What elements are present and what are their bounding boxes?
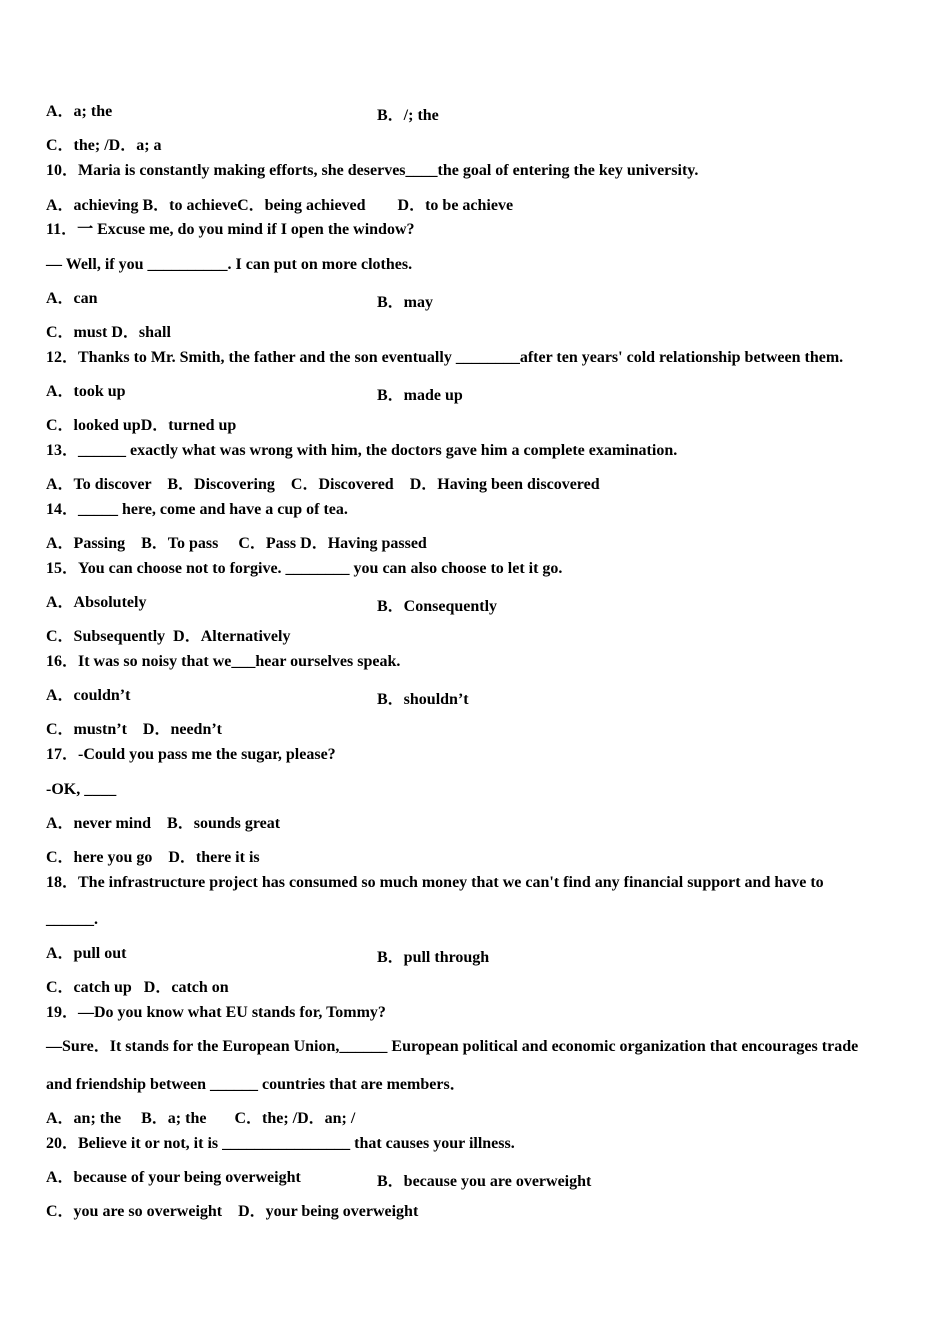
question-stem: 19．—Do you know what EU stands for, Tommy? (46, 1004, 386, 1021)
question-stem: 14．_____ here, come and have a cup of tea. (46, 501, 348, 518)
option-a: A．because of your being overweight (46, 1169, 301, 1186)
question-stem: 10．Maria is constantly making efforts, she deserves____the goal of entering the key university. (46, 162, 699, 179)
option-cd: C．catch up D．catch on (46, 979, 229, 996)
options-line: A．Passing B．To pass C．Pass D．Having passed (46, 535, 427, 552)
options-line: A．To discover B．Discovering C．Discovered D．Having been discovered (46, 476, 600, 493)
option-cd: C．must D．shall (46, 324, 171, 341)
question-dialogue: —Sure．It stands for the European Union,______ European political and economic organization that encourages trade (46, 1038, 859, 1055)
option-b: B．shouldn’t (377, 691, 469, 708)
option-b: B．/; the (377, 107, 439, 124)
options-line: A．achieving B．to achieveC．being achieved D．to be achieve (46, 197, 514, 214)
options-line: A．an; the B．a; the C．the; /D．an; / (46, 1110, 356, 1127)
option-cd: C．you are so overweight D．your being overweight (46, 1203, 419, 1220)
option-a: A．a; the (46, 103, 113, 120)
option-cd: C．the; /D．a; a (46, 137, 162, 154)
option-a: A．couldn’t (46, 687, 131, 704)
option-b: B．Consequently (377, 598, 498, 615)
question-stem: 17．-Could you pass me the sugar, please? (46, 746, 336, 763)
question-stem: 11．一 Excuse me, do you mind if I open the window? (46, 221, 415, 238)
option-b: B．pull through (377, 949, 490, 966)
option-cd: C．mustn’t D．needn’t (46, 721, 223, 738)
question-stem: 15．You can choose not to forgive. ________ you can also choose to let it go. (46, 560, 563, 577)
option-b: B．may (377, 294, 434, 311)
question-stem: 16．It was so noisy that we___hear ourselves speak. (46, 653, 401, 670)
option-a: A．Absolutely (46, 594, 147, 611)
question-stem: 13．______ exactly what was wrong with him, the doctors gave him a complete examination. (46, 442, 678, 459)
question-stem: 20．Believe it or not, it is ________________ that causes your illness. (46, 1135, 515, 1152)
option-cd: C．here you go D．there it is (46, 849, 260, 866)
question-dialogue-continued: and friendship between ______ countries that are members． (46, 1076, 466, 1093)
option-a: A．took up (46, 383, 126, 400)
question-dialogue: -OK, ____ (46, 781, 117, 798)
question-dialogue: — Well, if you __________. I can put on more clothes. (46, 256, 413, 273)
option-a: A．pull out (46, 945, 127, 962)
question-stem-continued: ______. (46, 911, 98, 928)
option-b: B．made up (377, 387, 463, 404)
option-b: B．because you are overweight (377, 1173, 592, 1190)
option-cd: C．Subsequently D．Alternatively (46, 628, 291, 645)
question-stem: 12．Thanks to Mr. Smith, the father and the son eventually ________after ten years' cold relationship between them. (46, 349, 844, 366)
option-ab: A．never mind B．sounds great (46, 815, 281, 832)
option-a: A．can (46, 290, 98, 307)
question-stem: 18．The infrastructure project has consumed so much money that we can't find any financial support and have to (46, 874, 824, 891)
option-cd: C．looked upD．turned up (46, 417, 237, 434)
